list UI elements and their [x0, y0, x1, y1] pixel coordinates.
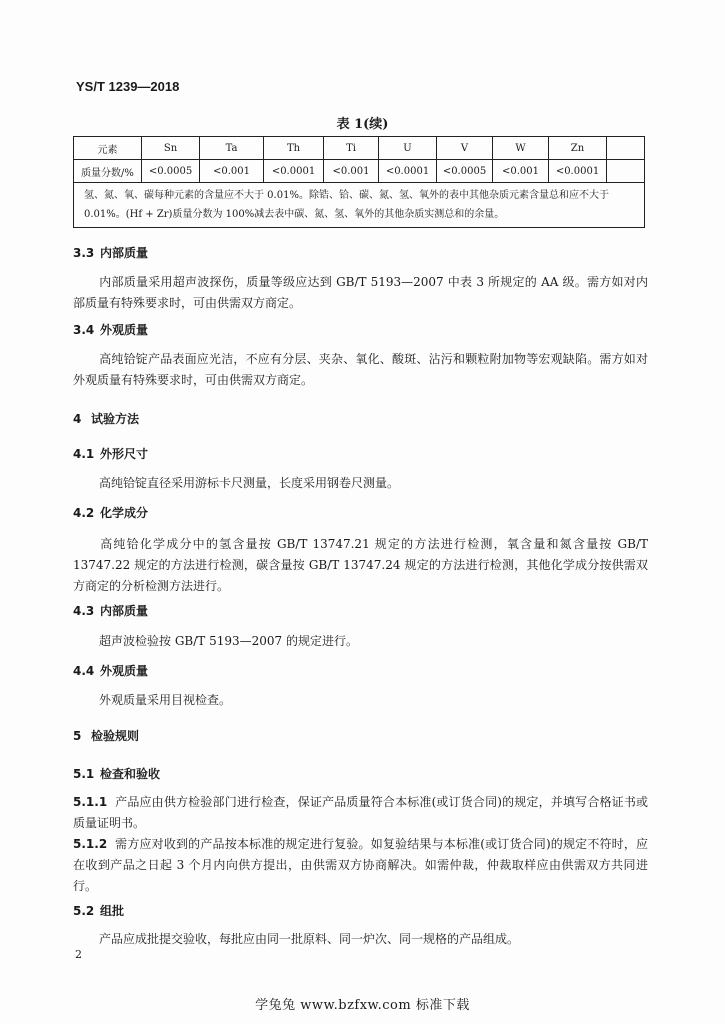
paragraph-5-2: [73, 929, 648, 950]
paragraph-4-3: [73, 631, 648, 652]
paragraph-3-4: [73, 349, 648, 391]
section-number: 5: [73, 729, 82, 743]
page-number: 2: [75, 948, 82, 961]
section-number: 3.3: [73, 246, 95, 260]
table-cell-empty: [607, 160, 645, 183]
section-title: 检查和验收: [100, 767, 161, 781]
section-heading-3-3: [73, 244, 148, 261]
section-number: 4.4: [73, 664, 95, 678]
clause-number: 5.1.2: [73, 837, 108, 851]
table-cell-element: Zn: [549, 137, 607, 160]
paragraph-3-3: [73, 272, 648, 314]
table-cell-empty: [607, 137, 645, 160]
paragraph-text: 高纯铪锭产品表面应光洁，不应有分层、夹杂、氧化、酸斑、沾污和颗粒附加物等宏观缺陷。需方如对外观质量有特殊要求时，可由供需双方商定。: [73, 352, 648, 387]
section-heading-4-1: [73, 445, 148, 462]
table-cell-value: <0.0001: [264, 160, 324, 183]
section-number: 4.3: [73, 604, 95, 618]
standard-code: YS/T 1239—2018: [76, 79, 180, 94]
table-header-mass-fraction: 质量分数/%: [74, 160, 142, 183]
table-cell-element: Ta: [200, 137, 264, 160]
section-title: 外观质量: [100, 664, 149, 678]
section-title: 试验方法: [91, 412, 140, 426]
section-title: 内部质量: [100, 604, 149, 618]
table-cell-value: <0.001: [324, 160, 379, 183]
section-title: 内部质量: [100, 246, 149, 260]
table-row-note: [74, 183, 645, 228]
table-header-element: 元素: [74, 137, 142, 160]
section-heading-4: [73, 410, 139, 427]
paragraph-text: 需方应对收到的产品按本标准的规定进行复验。如复验结果与本标准(或订货合同)的规定不符时，应在收到产品之日起 3 个月内向供方提出，由供需双方协商解决。如需仲裁，仲裁取样应由供需双方共同进行。: [73, 837, 648, 893]
element-table: [73, 136, 645, 228]
table-cell-value: <0.001: [493, 160, 549, 183]
table-cell-value: <0.0005: [142, 160, 200, 183]
table-row-mass-fraction: [74, 160, 645, 183]
table-cell-value: <0.0001: [379, 160, 437, 183]
section-title: 化学成分: [100, 506, 149, 520]
paragraph-4-4: [73, 690, 648, 711]
paragraph-text: 内部质量采用超声波探伤，质量等级应达到 GB/T 5193—2007 中表 3 所规定的 AA 级。需方如对内部质量有特殊要求时，可由供需双方商定。: [73, 275, 648, 310]
paragraph-5-1-1: [73, 792, 648, 834]
section-number: 4.1: [73, 447, 95, 461]
section-title: 外观质量: [100, 323, 149, 337]
section-number: 3.4: [73, 323, 95, 337]
section-title: 检验规则: [91, 729, 140, 743]
paragraph-4-2: [73, 534, 648, 597]
table-cell-value: <0.0001: [549, 160, 607, 183]
section-heading-3-4: [73, 321, 148, 338]
section-heading-4-4: [73, 662, 148, 679]
section-heading-5: [73, 727, 139, 744]
table-row-elements: [74, 137, 645, 160]
section-number: 5.2: [73, 904, 95, 918]
paragraph-text: 高纯铪化学成分中的氢含量按 GB/T 13747.21 规定的方法进行检测，氧含量和氮含量按 GB/T 13747.22 规定的方法进行检测，碳含量按 GB/T 13747.24 规定的方法进行检测，其他化学成分按供需双方商定的分析检测方法进行。: [73, 537, 648, 593]
table-title: 表 1(续): [336, 117, 389, 132]
table-cell-element: Sn: [142, 137, 200, 160]
section-title: 组批: [100, 904, 125, 918]
section-heading-5-2: [73, 902, 124, 919]
table-cell-value: <0.0005: [437, 160, 493, 183]
paragraph-4-1: [73, 473, 648, 494]
table-note: 氢、氮、氧、碳每种元素的含量应不大于 0.01%。除锆、铪、碳、氮、氢、氧外的表中其他杂质元素含量总和应不大于 0.01%。(Hf + Zr)质量分数为 100%减去表中碳、氮、氢、氧外的其他杂质实测总和的余量。: [74, 183, 645, 228]
table-cell-element: Ti: [324, 137, 379, 160]
paragraph-5-1-2: [73, 834, 648, 897]
table-cell-element: Th: [264, 137, 324, 160]
section-number: 4.2: [73, 506, 95, 520]
table-cell-value: <0.001: [200, 160, 264, 183]
paragraph-text: 产品应成批提交验收，每批应由同一批原料、同一炉次、同一规格的产品组成。: [99, 932, 520, 946]
paragraph-text: 超声波检验按 GB/T 5193—2007 的规定进行。: [99, 634, 358, 648]
section-heading-4-2: [73, 504, 148, 521]
table-cell-element: W: [493, 137, 549, 160]
paragraph-text: 外观质量采用目视检查。: [99, 693, 232, 707]
watermark: 学兔兔 www.bzfxw.com 标准下载: [255, 998, 470, 1013]
section-title: 外形尺寸: [100, 447, 149, 461]
paragraph-text: 产品应由供方检验部门进行检查，保证产品质量符合本标准(或订货合同)的规定，并填写合格证书或质量证明书。: [73, 795, 648, 830]
clause-number: 5.1.1: [73, 795, 108, 809]
section-number: 5.1: [73, 767, 95, 781]
section-heading-5-1: [73, 765, 160, 782]
paragraph-text: 高纯铪锭直径采用游标卡尺测量，长度采用钢卷尺测量。: [99, 476, 400, 490]
table-cell-element: U: [379, 137, 437, 160]
table-cell-element: V: [437, 137, 493, 160]
section-heading-4-3: [73, 602, 148, 619]
section-number: 4: [73, 412, 82, 426]
